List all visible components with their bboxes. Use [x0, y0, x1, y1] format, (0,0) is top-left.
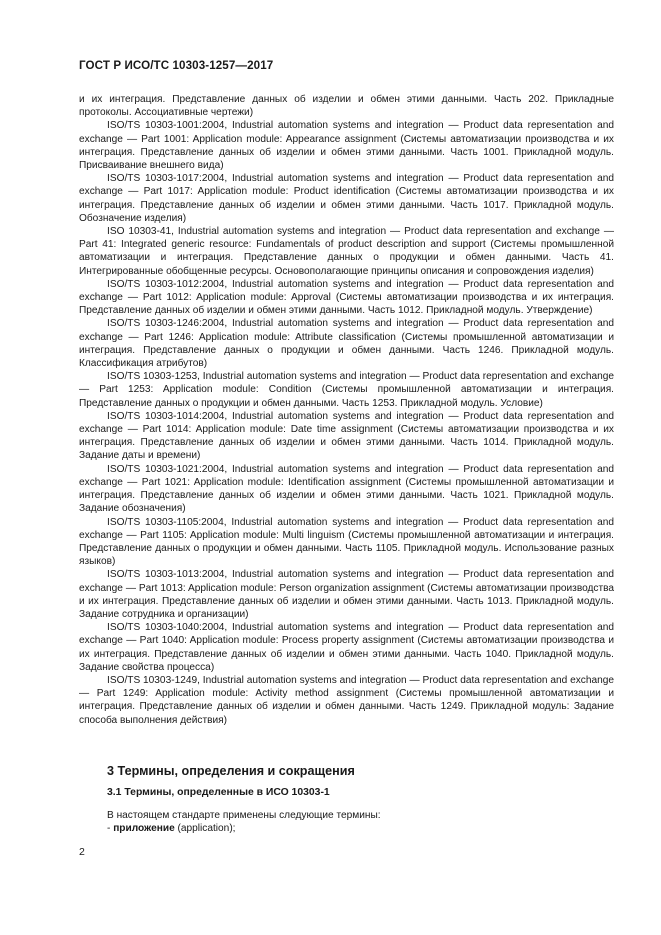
reference-item: ISO/TS 10303-1001:2004, Industrial automation systems and integration — Product data representation and exchange — Part 1001: Application module: Appearance assignment (Системы автоматизации производства и их интеграция. Представление данных об изделии и обмен этими данными. Часть 1001. Прикладной модуль. Присваивание внешнего вида) — [79, 120, 614, 172]
reference-item: ISO/TS 10303-1105:2004, Industrial automation systems and integration — Product data representation and exchange — Part 1105: Application module: Multi linguism (Системы промышленной автоматизации и интеграция. Представление данных о продукции и обмен данными. Часть 1105. Прикладной модуль. Использование разных языков) — [79, 516, 614, 568]
page-number: 2 — [79, 846, 85, 858]
term-entry — [79, 822, 614, 835]
document-header: ГОСТ Р ИСО/ТС 10303-1257—2017 — [79, 59, 274, 72]
reference-item: ISO/TS 10303-1013:2004, Industrial automation systems and integration — Product data representation and exchange — Part 1013: Application module: Person organization assignment (Системы автоматизации производства и их интеграция. Представление данных об изделии и обмен этими данными. Часть 1013. Прикладной модуль. Задание сотрудника и организации) — [79, 569, 614, 620]
reference-continuation: и их интеграция. Представление данных об изделии и обмен этими данными. Часть 202. Прикладные протоколы. Ассоциативные чертежи) — [79, 94, 614, 119]
reference-item: ISO/TS 10303-1014:2004, Industrial automation systems and integration — Product data representation and exchange — Part 1014: Application module: Date time assignment (Системы автоматизации производства и их интеграция. Представление данных об изделии и обмен этими данными. Часть 1014. Прикладной модуль. Задание даты и времени) — [79, 410, 614, 462]
reference-item: ISO/TS 10303-1249, Industrial automation systems and integration — Product data representation and exchange — Part 1249: Application module: Activity method assignment (Системы промышленной автоматизации и интеграция. Представление данных об изделии и обмен данными. Часть 1249. Прикладной модуль: Задание способа выполнения действия) — [79, 674, 614, 726]
term-english: (application); — [174, 823, 236, 835]
reference-item: ISO/TS 10303-1040:2004, Industrial automation systems and integration — Product data representation and exchange — Part 1040: Application module: Process property assignment (Системы автоматизации производства и их интеграция. Представление данных об изделии и обмен этими данными. Часть 1040. Прикладной модуль. Задание свойства процесса) — [79, 622, 614, 673]
term-prefix: - — [107, 823, 114, 835]
terms-intro-block — [79, 809, 614, 835]
reference-item: ISO/TS 10303-1021:2004, Industrial automation systems and integration — Product data representation and exchange — Part 1021: Application module: Identification assignment (Системы промышленной автоматизации и интеграция. Представление данных об изделии и обмен этими данными. Часть 1021. Прикладной модуль. Задание обозначения) — [79, 463, 614, 515]
reference-item: ISO/TS 10303-1012:2004, Industrial automation systems and integration — Product data representation and exchange — Part 1012: Application module: Approval (Системы автоматизации производства и их интеграция. Представление данных об изделии и обмен этими данными. Часть 1012. Прикладной модуль. Утверждение) — [79, 278, 614, 317]
section-heading: 3 Термины, определения и сокращения — [107, 764, 355, 778]
terms-intro: В настоящем стандарте применены следующие термины: — [107, 810, 381, 821]
reference-item: ISO/TS 10303-1246:2004, Industrial automation systems and integration — Product data representation and exchange — Part 1246: Application module: Attribute classification (Системы промышленной автоматизации и интеграция. Представление данных о продукции и обмен данными. Часть 1246. Прикладной модуль. Классификация атрибутов) — [79, 318, 614, 370]
subsection-heading: 3.1 Термины, определенные в ИСО 10303-1 — [107, 787, 330, 798]
reference-item: ISO/TS 10303-1253, Industrial automation systems and integration — Product data representation and exchange — Part 1253: Application module: Condition (Системы промышленной автоматизации и интеграция. Представление данных о продукции и обмен данными. Часть 1253. Прикладной модуль. Условие) — [79, 371, 614, 409]
reference-item: ISO/TS 10303-1017:2004, Industrial automation systems and integration — Product data representation and exchange — Part 1017: Application module: Product identification (Системы автоматизации производства и их интеграция. Представление данных об изделии и обмен этими данными. Часть 1017. Прикладной модуль. Обозначение изделия) — [79, 173, 614, 224]
references-list — [79, 93, 614, 727]
term-name: приложение — [113, 823, 175, 835]
reference-item: ISO 10303-41, Industrial automation systems and integration — Product data representation and exchange — Part 41: Integrated generic resource: Fundamentals of product description and support (Системы промышленной автоматизации и интеграция. Представление данных о продукции и обмен данными. Часть 41. Интегрированные обобщенные ресурсы. Основополагающие принципы описания и сопровождения изделия) — [79, 226, 614, 277]
